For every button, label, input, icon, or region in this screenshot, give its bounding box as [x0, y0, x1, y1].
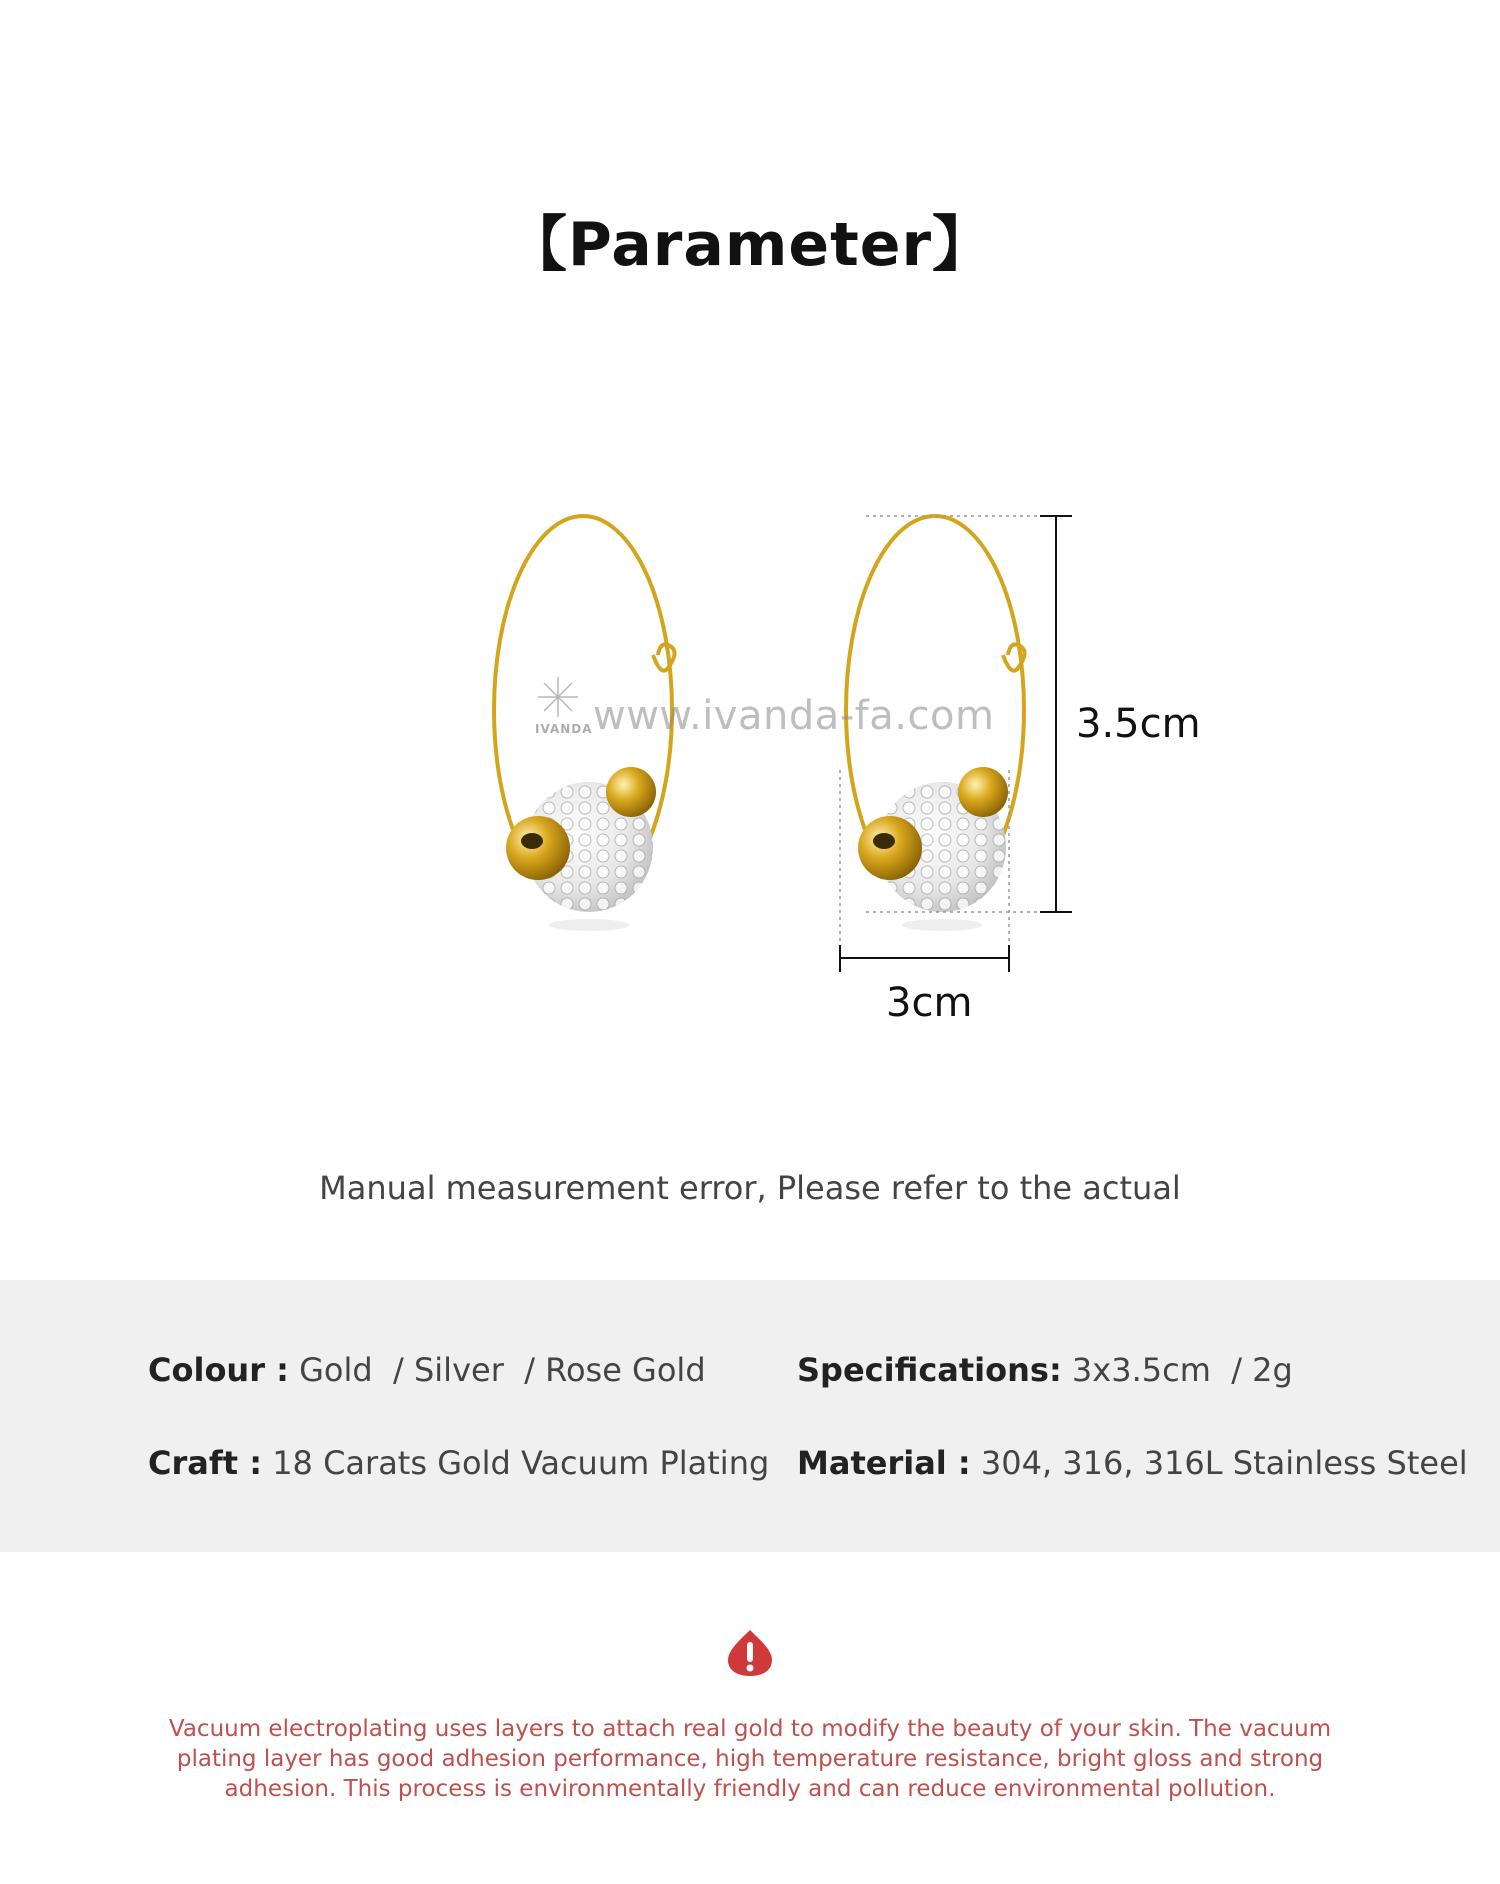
watermark-url: www.ivanda-fa.com — [593, 693, 995, 739]
spec-material-key: Material : — [797, 1444, 971, 1482]
spec-specifications — [797, 1349, 1293, 1391]
measurement-note: Manual measurement error, Please refer to the actual — [319, 1169, 1181, 1207]
spec-colour — [148, 1349, 706, 1391]
disclaimer-text: Vacuum electroplating uses layers to attach real gold to modify the beauty of your skin. The vacuum plating layer has good adhesion performance, high temperature resistance, bright gloss and strong adhesion. This process is environmentally friendly and can reduce environmental pollution. — [168, 1716, 1332, 1802]
watermark-star-icon — [538, 677, 578, 717]
width-label: 3cm — [886, 980, 973, 1026]
spec-specifications-value: 3x3.5cm / 2g — [1071, 1351, 1293, 1389]
height-label: 3.5cm — [1076, 701, 1201, 747]
spec-material — [797, 1442, 1468, 1484]
spec-craft — [148, 1442, 769, 1484]
watermark-brand: IVANDA — [535, 722, 593, 736]
spec-craft-key: Craft : — [148, 1444, 263, 1482]
spec-panel — [0, 1280, 1500, 1552]
spec-material-value: 304, 316, 316L Stainless Steel — [980, 1444, 1468, 1482]
page-title: 【Parameter】 — [506, 210, 994, 280]
spec-colour-key: Colour : — [148, 1351, 289, 1389]
spec-colour-value: Gold / Silver / Rose Gold — [299, 1351, 706, 1389]
product-figure — [0, 480, 1500, 1060]
spec-craft-value: 18 Carats Gold Vacuum Plating — [272, 1444, 770, 1482]
spec-specifications-key: Specifications: — [797, 1351, 1062, 1389]
alert-icon — [725, 1628, 775, 1678]
